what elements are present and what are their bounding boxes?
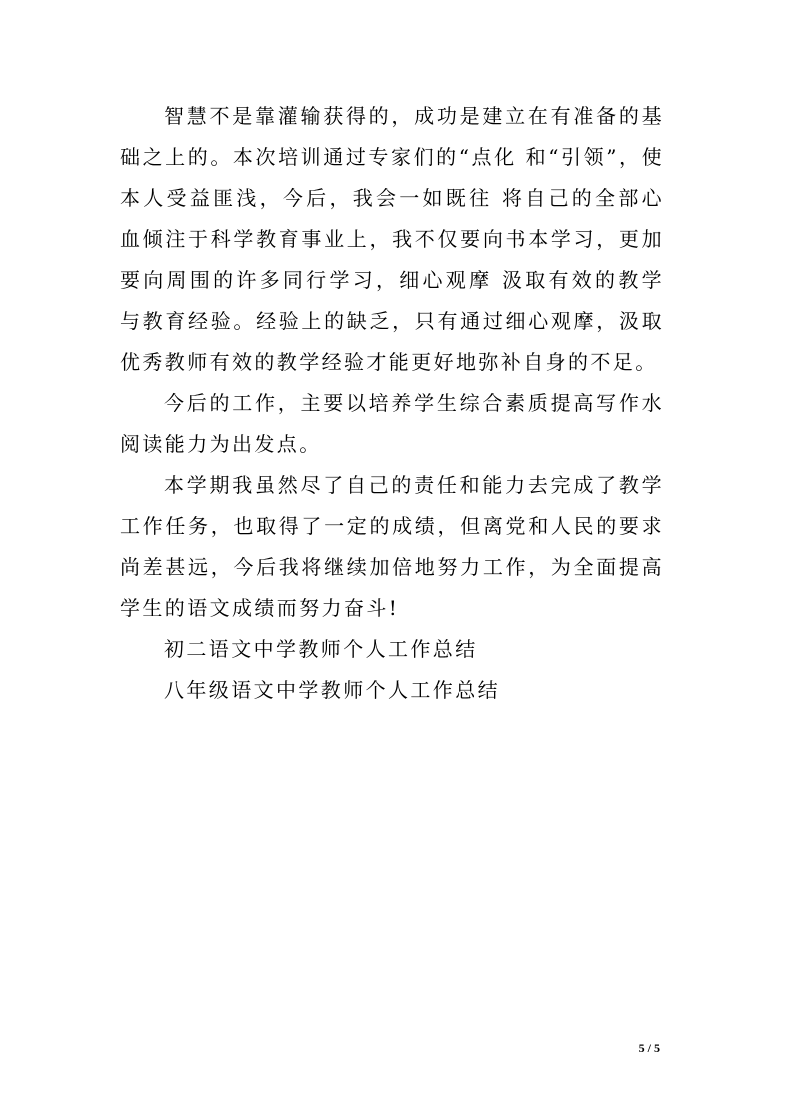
paragraph-future-work: 今后的工作，主要以培养学生综合素质提高写作水阅读能力为出发点。 [120, 391, 664, 456]
paragraph-training-reflection: 智慧不是靠灌输获得的，成功是建立在有准备的基础之上的。本次培训通过专家们的“点化 和“引领”，使本人受益匪浅，今后，我会一如既往 将自己的全部心血倾注于科学教育事业上，我不仅要向书本学习，更加要向周围的许多同行学习，细心观摩 汲取有效的教学与教育经验。经验上的缺乏，只有通过细心观摩，汲取优秀教师有效的教学经验才能更好地弥补自身的不足。 [120, 104, 664, 374]
related-title-grade-eight: 八年级语文中学教师个人工作总结 [164, 678, 500, 702]
paragraph-semester-summary: 本学期我虽然尽了自己的责任和能力去完成了教学工作任务，也取得了一定的成绩，但离党和人民的要求尚差甚远，今后我将继续加倍地努力工作，为全面提高学生的语文成绩而努力奋斗! [120, 473, 664, 620]
page-number: 5 / 5 [638, 1041, 660, 1055]
document-body [120, 96, 664, 711]
related-title-grade-two: 初二语文中学教师个人工作总结 [164, 637, 478, 661]
